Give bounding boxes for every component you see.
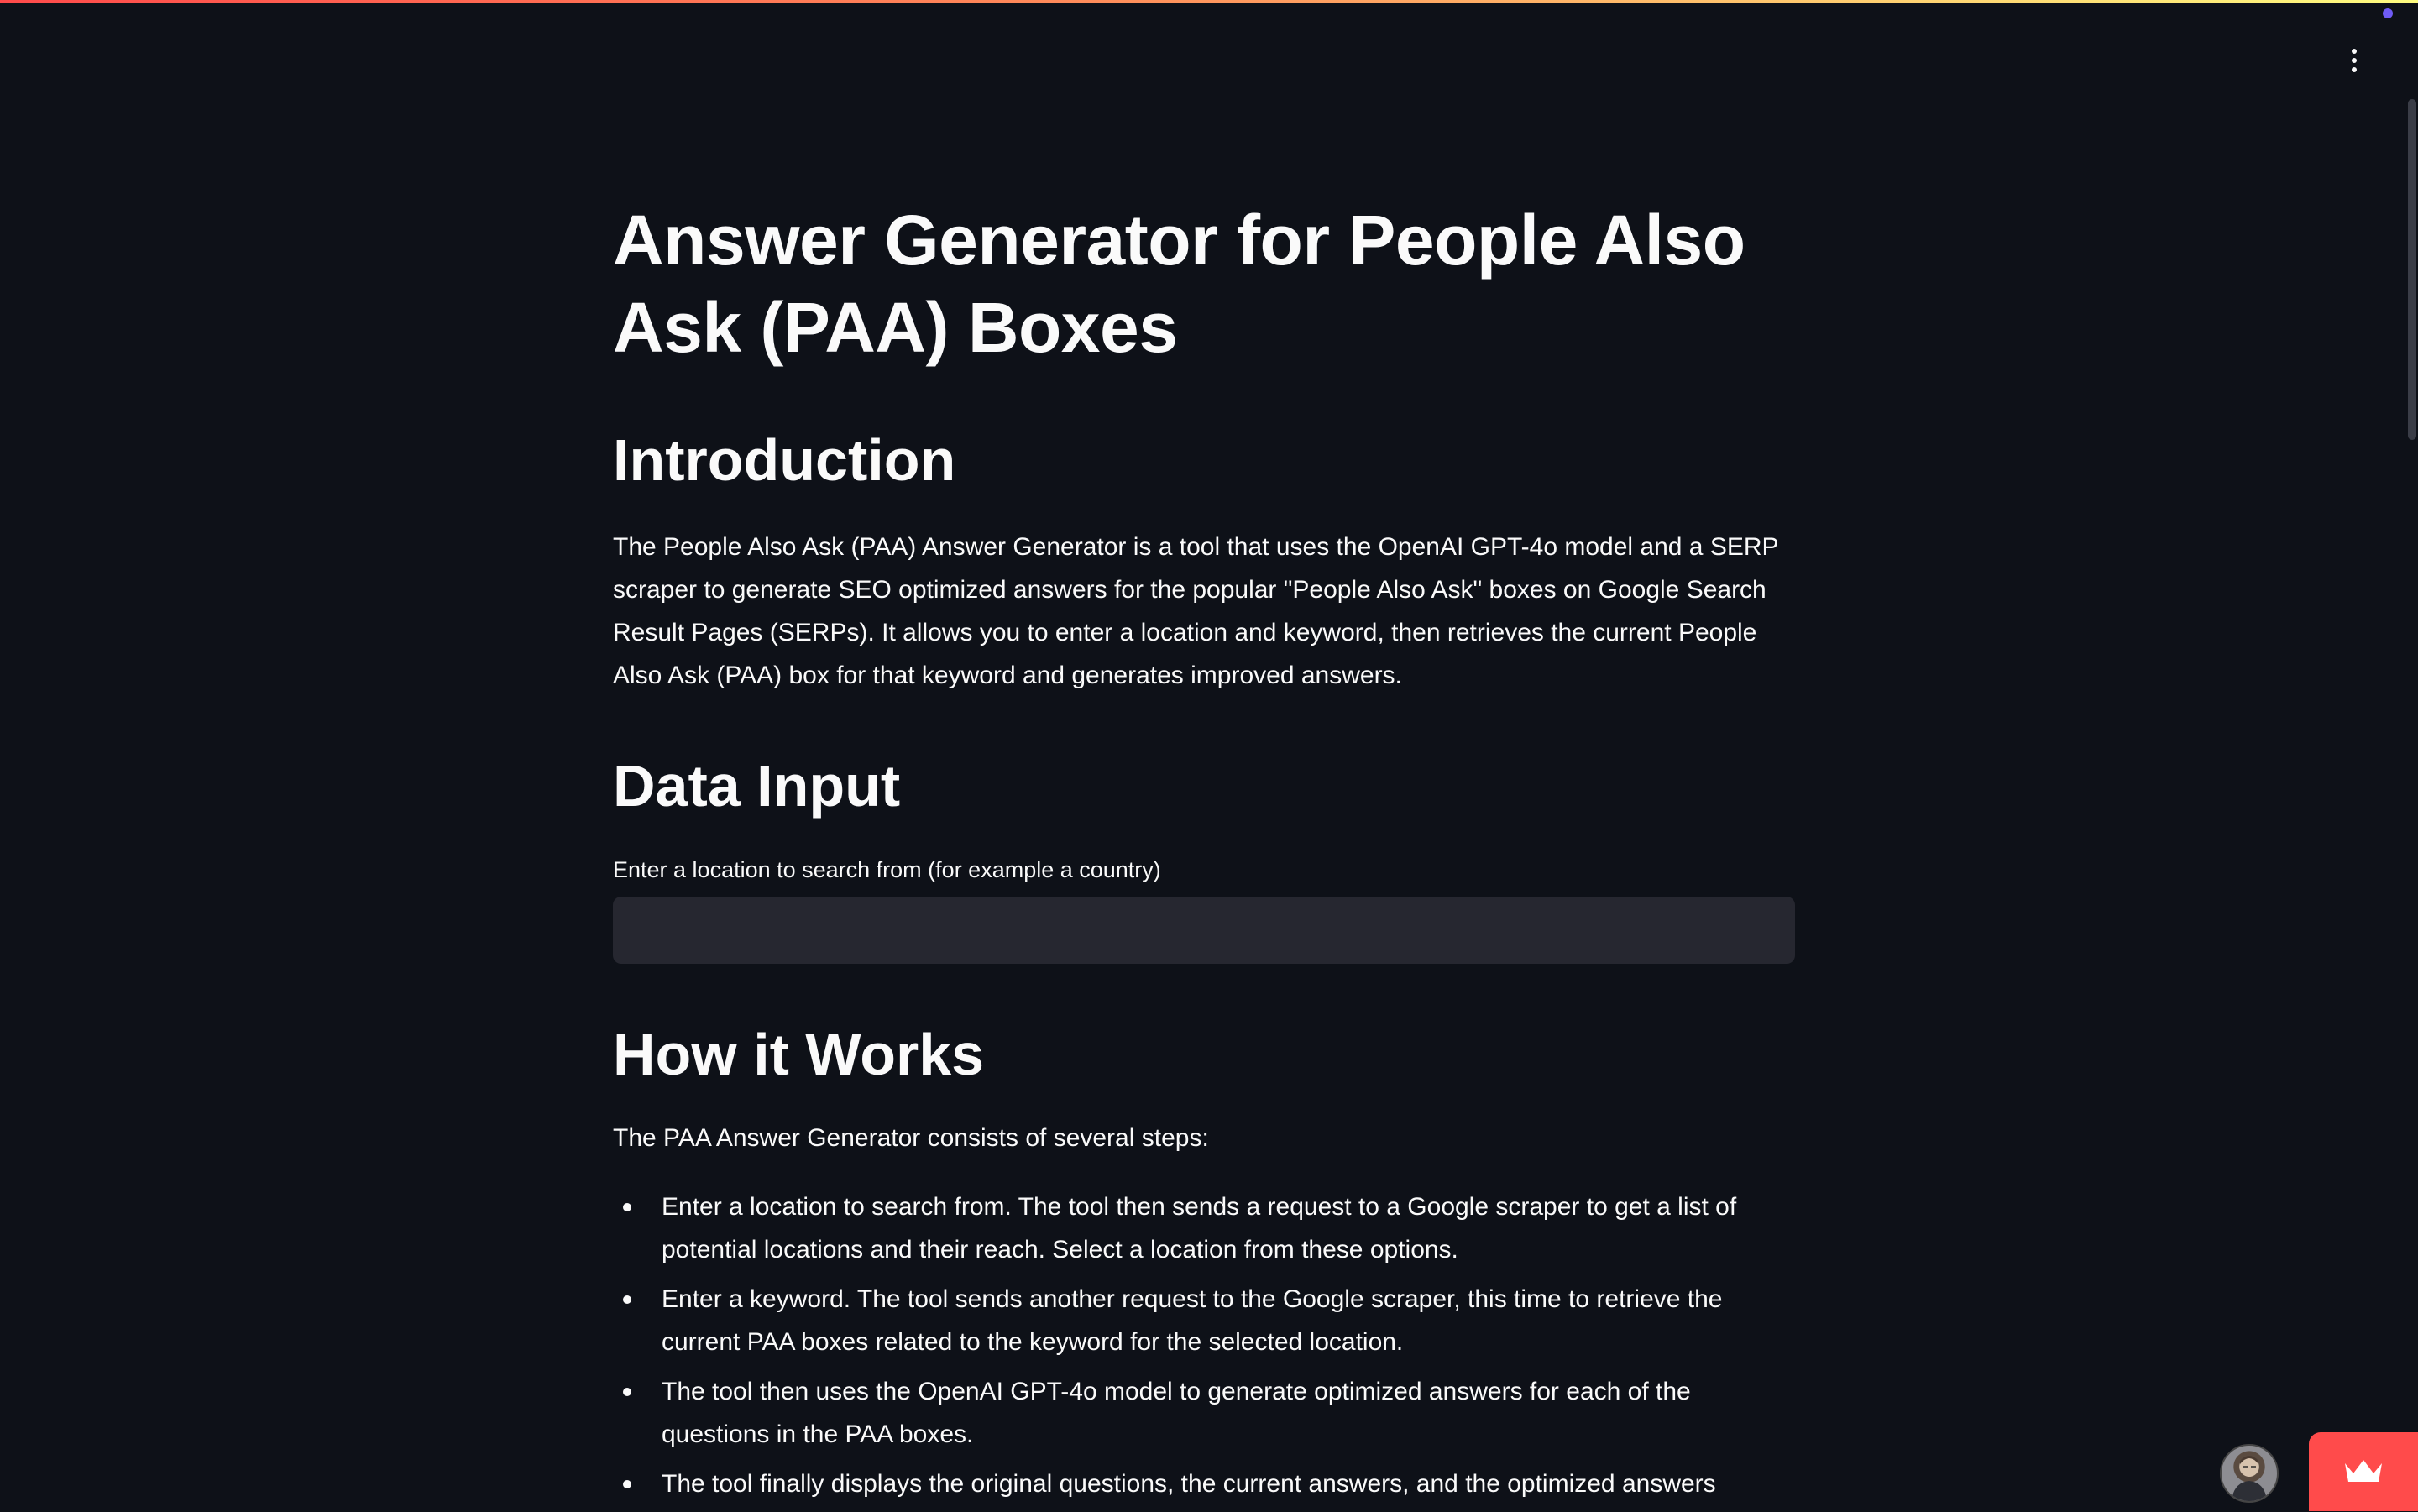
data-input-heading: Data Input — [613, 753, 901, 819]
page-scrollbar[interactable] — [2408, 99, 2416, 440]
crown-icon — [2342, 1457, 2385, 1487]
introduction-heading: Introduction — [613, 427, 956, 493]
how-it-works-heading: How it Works — [613, 1022, 985, 1087]
list-item — [613, 1278, 1795, 1363]
streamlit-crown-button[interactable] — [2309, 1432, 2418, 1511]
bullet-icon — [623, 1203, 631, 1211]
how-it-works-intro: The PAA Answer Generator consists of several steps: — [613, 1124, 1209, 1152]
vertical-ellipsis-icon — [2352, 49, 2357, 54]
step-text: The tool then uses the OpenAI GPT-4o model to generate optimized answers for each of the questions in the PAA boxes. — [662, 1378, 1691, 1448]
list-item — [613, 1370, 1795, 1456]
location-input[interactable] — [613, 897, 1795, 964]
running-status-icon — [2383, 8, 2393, 18]
user-avatar[interactable] — [2220, 1444, 2279, 1503]
vertical-ellipsis-icon — [2352, 67, 2357, 72]
person-icon — [2222, 1446, 2277, 1501]
location-input-label: Enter a location to search from (for example a country) — [613, 857, 1161, 882]
bullet-icon — [623, 1388, 631, 1396]
main-menu-button[interactable] — [2337, 44, 2371, 77]
step-text: Enter a keyword. The tool sends another request to the Google scraper, this time to retrieve the current PAA boxes related to the keyword for the selected location. — [662, 1285, 1723, 1356]
list-item — [613, 1462, 1795, 1505]
step-text: The tool finally displays the original questions, the current answers, and the optimized answers — [662, 1470, 1716, 1498]
bullet-icon — [623, 1480, 631, 1488]
step-text: Enter a location to search from. The tool then sends a request to a Google scraper to get a list of potential locations and their reach. Select a location from these options. — [662, 1193, 1737, 1263]
top-decoration-bar — [0, 0, 2418, 3]
introduction-text: The People Also Ask (PAA) Answer Generator is a tool that uses the OpenAI GPT-4o model and a SERP scraper to generate SEO optimized answers for the popular "People Also Ask" boxes on Google Search Result Pages (SERPs). It allows you to enter a location and keyword, then retrieves the current People Also Ask (PAA) box for that keyword and generates improved answers. — [613, 533, 1778, 689]
steps-list — [613, 1185, 1795, 1512]
page-title: Answer Generator for People Also Ask (PAA) Boxes — [613, 201, 1745, 367]
bullet-icon — [623, 1295, 631, 1304]
vertical-ellipsis-icon — [2352, 58, 2357, 63]
list-item — [613, 1185, 1795, 1271]
